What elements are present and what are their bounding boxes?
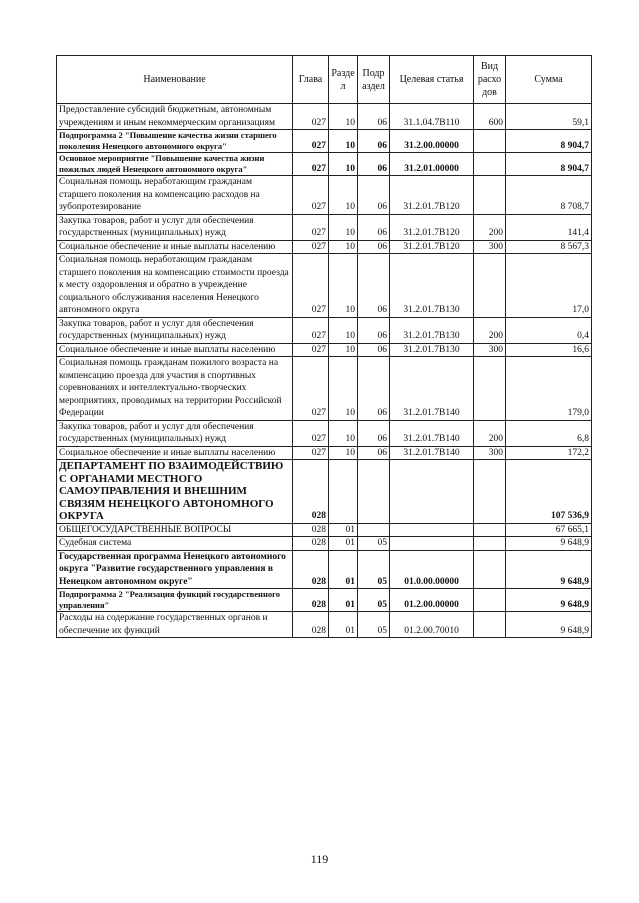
cell-target: 31.2.01.7В140 [390, 420, 474, 446]
cell-vid [474, 176, 506, 215]
cell-target: 31.2.01.7В130 [390, 317, 474, 343]
cell-glava: 028 [293, 612, 329, 638]
cell-sum: 67 665,1 [506, 523, 592, 537]
cell-glava: 027 [293, 357, 329, 421]
cell-target: 31.2.00.00000 [390, 130, 474, 153]
cell-sum: 6,8 [506, 420, 592, 446]
cell-podrazdel [358, 460, 390, 524]
cell-name: ОБЩЕГОСУДАРСТВЕННЫЕ ВОПРОСЫ [57, 523, 293, 537]
cell-name: Основное мероприятие "Повышение качества жизни пожилых людей Ненецкого автономного округа" [57, 153, 293, 176]
cell-target: 31.2.01.7В140 [390, 446, 474, 460]
table-row [57, 357, 592, 421]
budget-table [56, 55, 592, 638]
table-row [57, 317, 592, 343]
cell-razdel: 01 [329, 523, 358, 537]
cell-target: 31.2.01.7В120 [390, 214, 474, 240]
cell-target: 31.1.04.7В110 [390, 104, 474, 130]
cell-sum: 17,0 [506, 254, 592, 318]
cell-target: 31.2.01.7В130 [390, 343, 474, 357]
cell-target: 31.2.01.7В140 [390, 357, 474, 421]
cell-sum: 8 567,3 [506, 240, 592, 254]
table-row [57, 343, 592, 357]
table-row [57, 104, 592, 130]
cell-name: Закупка товаров, работ и услуг для обеспечения государственных (муниципальных) нужд [57, 214, 293, 240]
header-glava: Глава [293, 56, 329, 104]
cell-vid [474, 612, 506, 638]
cell-razdel: 10 [329, 420, 358, 446]
cell-target: 31.2.01.00000 [390, 153, 474, 176]
cell-vid: 200 [474, 420, 506, 446]
cell-razdel: 10 [329, 153, 358, 176]
cell-razdel: 01 [329, 612, 358, 638]
header-target: Целевая статья [390, 56, 474, 104]
cell-vid: 200 [474, 317, 506, 343]
table-row [57, 240, 592, 254]
cell-name: Расходы на содержание государственных органов и обеспечение их функций [57, 612, 293, 638]
cell-sum: 59,1 [506, 104, 592, 130]
cell-sum: 0,4 [506, 317, 592, 343]
cell-sum: 9 648,9 [506, 550, 592, 589]
cell-sum: 8 904,7 [506, 153, 592, 176]
cell-razdel: 10 [329, 254, 358, 318]
cell-name: Закупка товаров, работ и услуг для обеспечения государственных (муниципальных) нужд [57, 317, 293, 343]
cell-podrazdel: 05 [358, 612, 390, 638]
header-sum: Сумма [506, 56, 592, 104]
cell-vid [474, 153, 506, 176]
cell-name: Подпрограмма 2 "Повышение качества жизни старшего поколения Ненецкого автономного округа" [57, 130, 293, 153]
cell-sum: 9 648,9 [506, 589, 592, 612]
table-row [57, 537, 592, 551]
page-number: 119 [310, 852, 329, 866]
cell-name: Социальное обеспечение и иные выплаты населению [57, 240, 293, 254]
cell-glava: 027 [293, 446, 329, 460]
table-row [57, 446, 592, 460]
cell-glava: 027 [293, 254, 329, 318]
cell-razdel: 10 [329, 104, 358, 130]
table-row [57, 130, 592, 153]
cell-glava: 028 [293, 523, 329, 537]
cell-razdel: 01 [329, 537, 358, 551]
cell-vid [474, 460, 506, 524]
cell-podrazdel: 06 [358, 317, 390, 343]
header-vid: Вид расхо дов [474, 56, 506, 104]
table-row [57, 254, 592, 318]
cell-podrazdel: 06 [358, 130, 390, 153]
header-razdel: Разде л [329, 56, 358, 104]
cell-target [390, 537, 474, 551]
cell-podrazdel [358, 523, 390, 537]
cell-glava: 028 [293, 550, 329, 589]
cell-name: Предоставление субсидий бюджетным, автономным учреждениям и иным некоммерческим организациям [57, 104, 293, 130]
cell-podrazdel: 06 [358, 446, 390, 460]
cell-name: Государственная программа Ненецкого автономного округа "Развитие государственного управления в Ненецком автономном округе" [57, 550, 293, 589]
cell-sum: 16,6 [506, 343, 592, 357]
cell-razdel: 10 [329, 176, 358, 215]
cell-vid: 600 [474, 104, 506, 130]
cell-vid [474, 357, 506, 421]
cell-glava: 028 [293, 589, 329, 612]
table-row [57, 612, 592, 638]
cell-glava: 027 [293, 176, 329, 215]
cell-podrazdel: 06 [358, 104, 390, 130]
cell-sum: 9 648,9 [506, 537, 592, 551]
cell-razdel: 10 [329, 317, 358, 343]
cell-name: Подпрограмма 2 "Реализация функций государственного управления" [57, 589, 293, 612]
cell-razdel: 10 [329, 446, 358, 460]
cell-target: 31.2.01.7В120 [390, 176, 474, 215]
cell-target [390, 523, 474, 537]
cell-razdel: 01 [329, 589, 358, 612]
cell-vid: 300 [474, 240, 506, 254]
cell-podrazdel: 06 [358, 343, 390, 357]
cell-podrazdel: 06 [358, 240, 390, 254]
table-row [57, 460, 592, 524]
cell-razdel: 10 [329, 343, 358, 357]
cell-vid [474, 589, 506, 612]
cell-vid [474, 130, 506, 153]
cell-name: Социальная помощь неработающим гражданам старшего поколения на компенсацию стоимости проезда к месту оздоровления и обратно в учреждение социального обслуживания населения Ненецкого автономного округа [57, 254, 293, 318]
table-row [57, 153, 592, 176]
cell-podrazdel: 06 [358, 214, 390, 240]
cell-name: Социальное обеспечение и иные выплаты населению [57, 343, 293, 357]
cell-razdel: 10 [329, 130, 358, 153]
cell-vid: 200 [474, 214, 506, 240]
cell-glava: 028 [293, 460, 329, 524]
cell-glava: 027 [293, 420, 329, 446]
table-row [57, 176, 592, 215]
cell-razdel [329, 460, 358, 524]
cell-name: ДЕПАРТАМЕНТ ПО ВЗАИМОДЕЙСТВИЮ С ОРГАНАМИ МЕСТНОГО САМОУПРАВЛЕНИЯ И ВНЕШНИМ СВЯЗЯМ НЕНЕЦКОГО АВТОНОМНОГО ОКРУГА [57, 460, 293, 524]
cell-name: Судебная система [57, 537, 293, 551]
cell-target [390, 460, 474, 524]
cell-vid [474, 523, 506, 537]
cell-glava: 027 [293, 343, 329, 357]
cell-sum: 9 648,9 [506, 612, 592, 638]
header-row [57, 56, 592, 104]
cell-razdel: 01 [329, 550, 358, 589]
header-podrazdel: Подр аздел [358, 56, 390, 104]
cell-target: 01.2.00.00000 [390, 589, 474, 612]
cell-vid [474, 254, 506, 318]
table-row [57, 420, 592, 446]
cell-glava: 028 [293, 537, 329, 551]
cell-glava: 027 [293, 153, 329, 176]
cell-sum: 8 708,7 [506, 176, 592, 215]
cell-podrazdel: 05 [358, 589, 390, 612]
cell-target: 31.2.01.7В120 [390, 240, 474, 254]
cell-glava: 027 [293, 317, 329, 343]
cell-sum: 179,0 [506, 357, 592, 421]
cell-glava: 027 [293, 130, 329, 153]
cell-vid: 300 [474, 446, 506, 460]
table-row [57, 214, 592, 240]
cell-razdel: 10 [329, 240, 358, 254]
table-row [57, 550, 592, 589]
cell-razdel: 10 [329, 214, 358, 240]
cell-podrazdel: 06 [358, 420, 390, 446]
table-row [57, 523, 592, 537]
cell-podrazdel: 06 [358, 176, 390, 215]
cell-sum: 107 536,9 [506, 460, 592, 524]
cell-target: 01.0.00.00000 [390, 550, 474, 589]
cell-name: Социальная помощь неработающим гражданам старшего поколения на компенсацию расходов на зубопротезирование [57, 176, 293, 215]
cell-vid [474, 550, 506, 589]
cell-razdel: 10 [329, 357, 358, 421]
cell-glava: 027 [293, 214, 329, 240]
cell-name: Закупка товаров, работ и услуг для обеспечения государственных (муниципальных) нужд [57, 420, 293, 446]
header-name: Наименование [57, 56, 293, 104]
cell-target: 31.2.01.7В130 [390, 254, 474, 318]
cell-podrazdel: 06 [358, 357, 390, 421]
table-row [57, 589, 592, 612]
cell-target: 01.2.00.70010 [390, 612, 474, 638]
cell-glava: 027 [293, 240, 329, 254]
cell-podrazdel: 06 [358, 254, 390, 318]
table-body [57, 104, 592, 638]
cell-sum: 8 904,7 [506, 130, 592, 153]
cell-name: Социальное обеспечение и иные выплаты населению [57, 446, 293, 460]
cell-sum: 141,4 [506, 214, 592, 240]
cell-glava: 027 [293, 104, 329, 130]
cell-podrazdel: 06 [358, 153, 390, 176]
cell-name: Социальная помощь гражданам пожилого возраста на компенсацию проезда для участия в спортивных соревнованиях и интеллектуально-творческих мероприятиях, проводимых на территории Российской Федерации [57, 357, 293, 421]
cell-podrazdel: 05 [358, 550, 390, 589]
cell-sum: 172,2 [506, 446, 592, 460]
cell-vid [474, 537, 506, 551]
cell-podrazdel: 05 [358, 537, 390, 551]
cell-vid: 300 [474, 343, 506, 357]
